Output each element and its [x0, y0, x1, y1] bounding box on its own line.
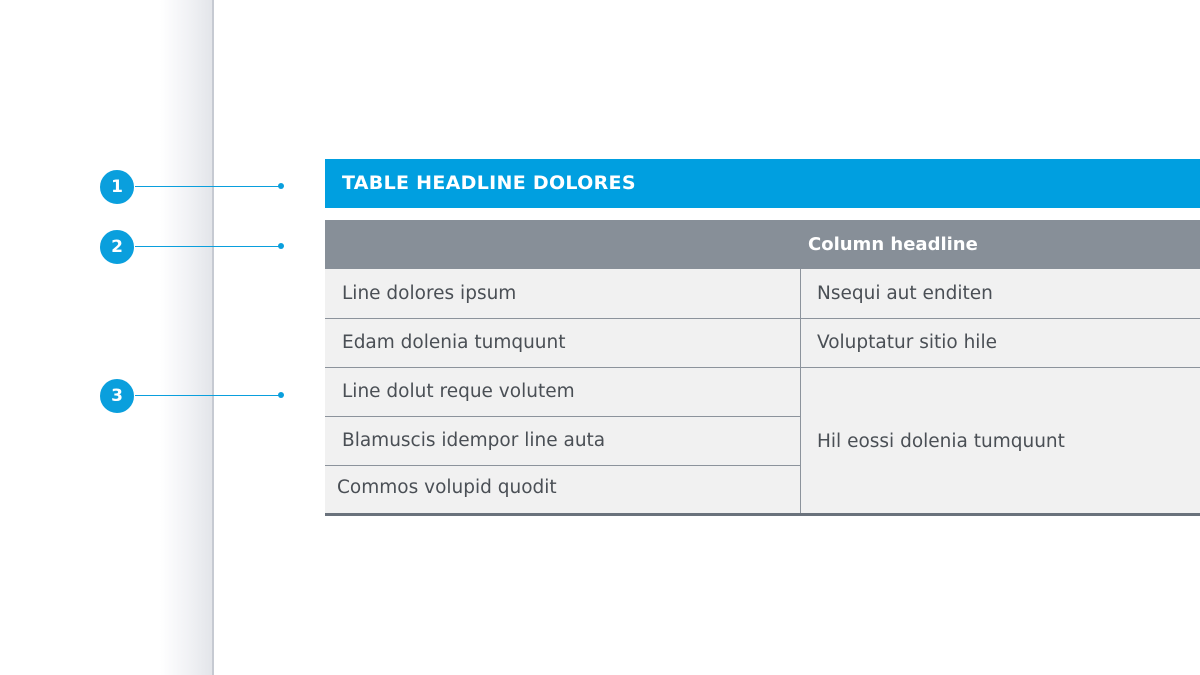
table-cell-right: Voluptatur sitio hile: [817, 332, 997, 353]
column-divider: [800, 269, 801, 513]
table-headline: TABLE HEADLINE DOLORES: [342, 172, 636, 194]
table-cell-left: Commos volupid quodit: [337, 477, 557, 498]
table-cell-left: Edam dolenia tumquunt: [342, 332, 566, 353]
marker-connector-1: [135, 186, 281, 187]
page-edge-shadow: [160, 0, 212, 675]
table-bottom-rule: [325, 513, 1200, 516]
marker-connector-2: [135, 246, 281, 247]
marker-dot-2: [278, 243, 284, 249]
table-cell-right: Hil eossi dolenia tumquunt: [817, 431, 1065, 452]
column-headline: Column headline: [808, 234, 978, 255]
table-cell-right: Nsequi aut enditen: [817, 283, 993, 304]
marker-connector-3: [135, 395, 281, 396]
marker-badge-2: 2: [98, 228, 136, 266]
table-cell-left: Blamuscis idempor line auta: [342, 430, 606, 451]
table-cell-left: Line dolores ipsum: [342, 283, 517, 304]
table-body: [325, 269, 1200, 513]
table-cell-left: Line dolut reque volutem: [342, 381, 575, 402]
marker-dot-3: [278, 392, 284, 398]
marker-badge-3: 3: [98, 377, 136, 415]
column-header-bar: [325, 220, 1200, 269]
table-headline-bar: [325, 159, 1200, 208]
marker-badge-1: 1: [98, 168, 136, 206]
marker-dot-1: [278, 183, 284, 189]
page-edge-line: [212, 0, 214, 675]
